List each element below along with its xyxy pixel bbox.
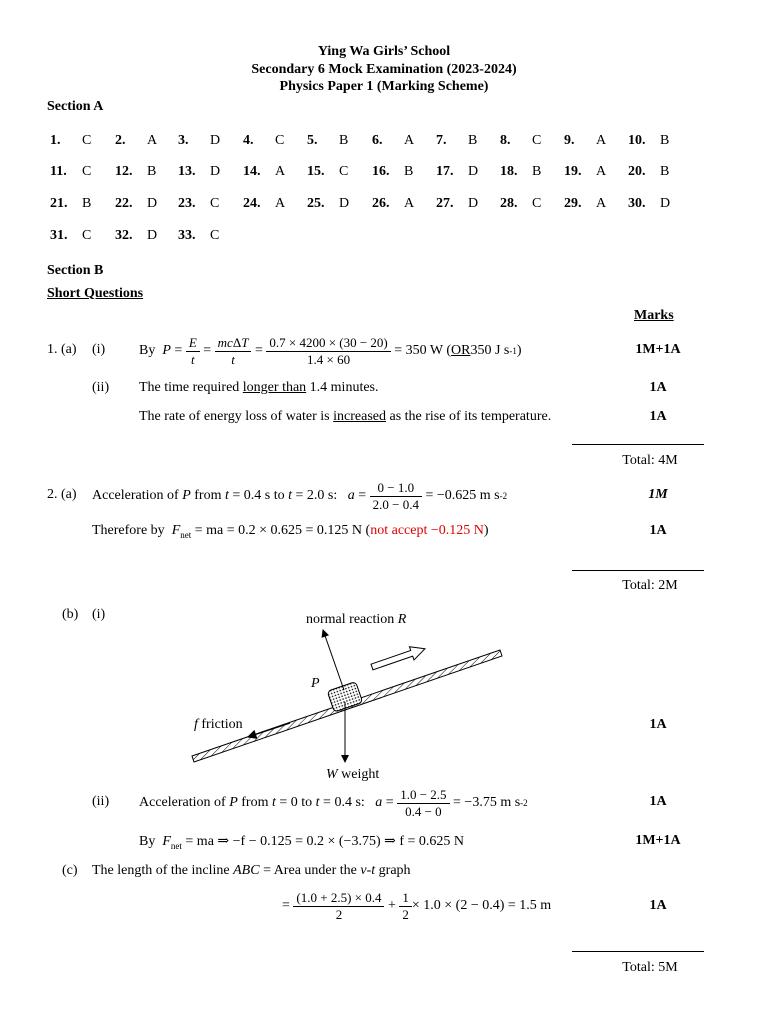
answer-choice: D [210, 164, 221, 179]
answer-number: 9. [564, 133, 575, 148]
answer-number: 27. [436, 196, 454, 211]
q1-ii-mark2: 1A [649, 409, 667, 424]
answer-number: 32. [115, 228, 133, 243]
q2-total-rule [572, 951, 704, 952]
answer-number: 7. [436, 133, 447, 148]
answer-number: 22. [115, 196, 133, 211]
answer-number: 5. [307, 133, 318, 148]
answer-number: 20. [628, 164, 646, 179]
answer-choice: C [339, 164, 349, 179]
answer-choice: D [210, 133, 221, 148]
q2-a-line2: Therefore by $F_{net}$ = ma = 0.2 × 0.625 = 0.125 N (not accept −0.125 N) [92, 523, 489, 540]
answer-choice: D [147, 196, 158, 211]
normal-arrow [323, 630, 344, 690]
q1-frac-values: $\frac{0.7 \times 4200 \times (30 - 20)}{1.4 \times 60}$ [266, 335, 390, 368]
answer-choice: C [210, 228, 220, 243]
answer-number: 17. [436, 164, 454, 179]
q2-c-result: × 1.0 × (2 − 0.4) = 1.5 m [411, 898, 552, 913]
q2-c-mark: 1A [649, 898, 667, 913]
answer-number: 23. [178, 196, 196, 211]
answer-number: 29. [564, 196, 582, 211]
answer-number: 28. [500, 196, 518, 211]
exam-title: Secondary 6 Mock Examination (2023-2024) [251, 62, 517, 77]
section-a-title: Section A [47, 99, 104, 114]
q2-a-label: 2. (a) [47, 487, 77, 502]
q2-a-total-rule [572, 570, 704, 571]
q2-b-ii-result: = −3.75 m s [453, 795, 521, 810]
school-name: Ying Wa Girls’ School [317, 44, 451, 59]
answer-number: 31. [50, 228, 68, 243]
marks-header: Marks [634, 308, 674, 323]
answer-choice: D [468, 164, 479, 179]
answer-choice: D [468, 196, 479, 211]
answer-choice: B [147, 164, 157, 179]
q2-b-ii-line2: By $F_{net}$ = ma ⇒ −f − 0.125 = 0.2 × (−3.75) ⇒ f = 0.625 N [139, 834, 464, 851]
answer-number: 6. [372, 133, 383, 148]
answer-number: 12. [115, 164, 133, 179]
answer-choice: D [660, 196, 671, 211]
answer-number: 18. [500, 164, 518, 179]
answer-choice: A [596, 164, 607, 179]
answer-number: 26. [372, 196, 390, 211]
q1-frac-et: $\frac{E}{t}$ [186, 335, 200, 368]
answer-number: 24. [243, 196, 261, 211]
q1-i-label: (i) [92, 342, 106, 357]
answer-number: 25. [307, 196, 325, 211]
answer-number: 11. [50, 164, 67, 179]
q2-b-i-label: (i) [92, 607, 106, 622]
q1-ii-label: (ii) [92, 380, 110, 395]
q2-a-frac: $\frac{0 - 1.0}{2.0 - 0.4}$ [370, 480, 422, 513]
q1-i-equation: By P = $\frac{E}{t}$ = $\frac{\text{mcΔT}}{t}$ = $\frac{0.7 \times 4200 \times (30 - 20)}{1.4 \times 60}$ = 350 W ( OR 350 J s -1 ) [139, 334, 522, 367]
q1-label: 1. (a) [47, 342, 77, 357]
q1-ii-line2: The rate of energy loss of water is increased as the rise of its temperature. [139, 409, 552, 424]
answer-number: 2. [115, 133, 126, 148]
answer-choice: A [404, 196, 415, 211]
q2-total: Total: 5M [622, 960, 678, 975]
answer-choice: C [82, 228, 92, 243]
answer-choice: B [82, 196, 92, 211]
answer-choice: C [210, 196, 220, 211]
q2-b-ii-mark2: 1M+1A [635, 833, 681, 848]
q1-i-mark: 1M+1A [635, 342, 681, 357]
answer-choice: A [596, 133, 607, 148]
q2-b-ii-mark1: 1A [649, 794, 667, 809]
answer-number: 14. [243, 164, 261, 179]
q2-a-mark2: 1A [649, 523, 667, 538]
section-b-title: Section B [47, 263, 104, 278]
answer-choice: C [532, 133, 542, 148]
answer-number: 16. [372, 164, 390, 179]
answer-choice: C [532, 196, 542, 211]
answer-choice: B [468, 133, 478, 148]
q2-a-total: Total: 2M [622, 578, 678, 593]
q2-c-frac2: $\frac{1}{2}$ [399, 890, 412, 923]
answer-choice: A [275, 196, 286, 211]
answer-number: 13. [178, 164, 196, 179]
q1-ii-mark1: 1A [649, 380, 667, 395]
q1-i-result2: 350 J s [470, 343, 510, 358]
answer-choice: B [532, 164, 542, 179]
answer-number: 8. [500, 133, 511, 148]
q2-c-equation: = $\frac{(1.0 + 2.5) \times 0.4}{2}$ + $\frac{1}{2}$ × 1.0 × (2 − 0.4) = 1.5 m [282, 889, 552, 922]
answer-choice: C [275, 133, 285, 148]
q1-i-close: ) [516, 343, 522, 358]
q1-frac-mct: $\frac{\text{mcΔT}}{t}$ [215, 335, 252, 368]
answer-choice: C [82, 164, 92, 179]
q1-total: Total: 4M [622, 453, 678, 468]
q2-a-result1: = −0.625 m s [425, 488, 500, 503]
answer-choice: D [147, 228, 158, 243]
q2-b-ii-frac: $\frac{1.0 - 2.5}{0.4 - 0}$ [397, 787, 449, 820]
friction-label: f friction [194, 717, 243, 732]
weight-label: W weight [326, 767, 380, 782]
q1-ii-line1: The time required longer than 1.4 minutes. [139, 380, 379, 395]
normal-label: normal reaction R [306, 612, 407, 627]
q2-a-not-accept: not accept −0.125 N [370, 523, 484, 538]
q2-b-ii-line1: Acceleration of P from t = 0 to t = 0.4 s: a = $\frac{1.0 - 2.5}{0.4 - 0}$ = −3.75 m s -2 [139, 786, 528, 819]
answer-choice: C [82, 133, 92, 148]
answer-choice: A [275, 164, 286, 179]
q1-i-or: OR [451, 343, 471, 358]
answer-choice: D [339, 196, 350, 211]
q1-total-rule [572, 444, 704, 445]
answer-number: 19. [564, 164, 582, 179]
q2-b-i-mark: 1A [649, 717, 667, 732]
paper-title: Physics Paper 1 (Marking Scheme) [279, 79, 489, 94]
answer-number: 33. [178, 228, 196, 243]
answer-number: 4. [243, 133, 254, 148]
answer-choice: B [660, 164, 670, 179]
answer-choice: A [596, 196, 607, 211]
answer-number: 15. [307, 164, 325, 179]
answer-number: 21. [50, 196, 68, 211]
q2-c-line1: The length of the incline ABC = Area under the v-t graph [92, 863, 411, 878]
free-body-diagram [180, 610, 520, 790]
section-b-subtitle: Short Questions [47, 286, 144, 301]
answer-number: 30. [628, 196, 646, 211]
answer-choice: B [404, 164, 414, 179]
answer-choice: B [339, 133, 349, 148]
answer-number: 1. [50, 133, 61, 148]
q2-b-label: (b) [62, 607, 79, 622]
answer-number: 3. [178, 133, 189, 148]
q2-b-ii-label: (ii) [92, 794, 110, 809]
answer-number: 10. [628, 133, 646, 148]
answer-choice: A [147, 133, 158, 148]
answer-choice: B [660, 133, 670, 148]
q2-a-line1: Acceleration of P from t = 0.4 s to t = 2.0 s: a = $\frac{0 - 1.0}{2.0 - 0.4}$ = −0.625 m s -2 [92, 479, 508, 512]
q1-i-result: = 350 W ( [394, 343, 452, 358]
motion-arrow [370, 642, 428, 673]
q1-i-by: By [139, 343, 156, 358]
q2-a-mark1: 1M [648, 487, 668, 502]
q2-c-label: (c) [62, 863, 78, 878]
p-label: P [311, 676, 320, 691]
q2-c-frac1: $\frac{(1.0 + 2.5) \times 0.4}{2}$ [293, 890, 384, 923]
answer-choice: A [404, 133, 415, 148]
